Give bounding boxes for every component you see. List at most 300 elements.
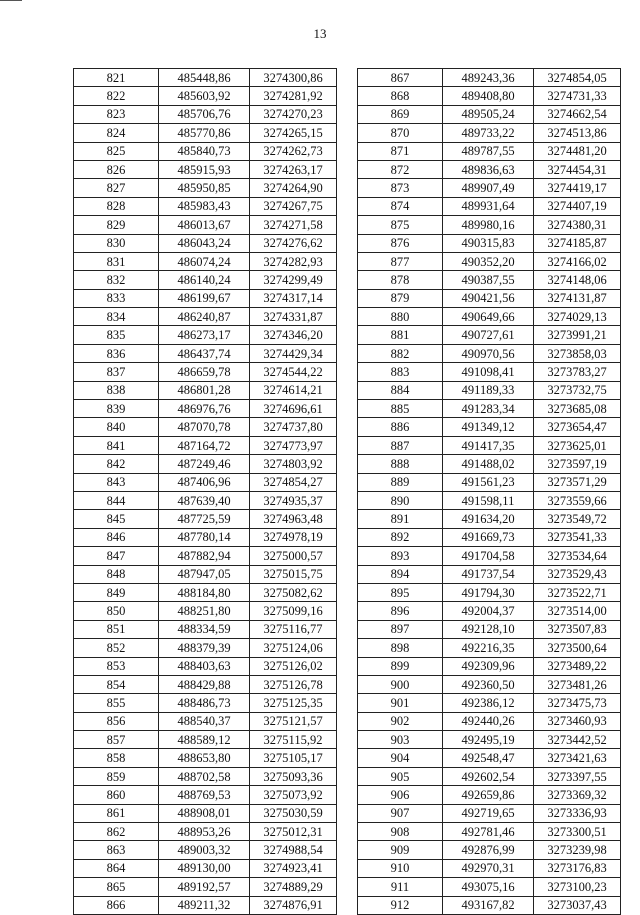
- x-coordinate-cell: 488379,39: [159, 639, 250, 657]
- table-row: [74, 602, 337, 620]
- y-coordinate-cell: 3274380,31: [534, 216, 621, 234]
- point-number-cell: 836: [74, 344, 159, 362]
- x-coordinate-cell: 492781,46: [443, 823, 534, 841]
- table-row: [74, 216, 337, 234]
- point-number-cell: 831: [74, 252, 159, 270]
- table-row: [358, 436, 621, 454]
- point-number-cell: 841: [74, 436, 159, 454]
- table-row: [74, 749, 337, 767]
- table-row: [74, 234, 337, 252]
- x-coordinate-cell: 489003,32: [159, 841, 250, 859]
- x-coordinate-cell: 488953,26: [159, 823, 250, 841]
- point-number-cell: 878: [358, 271, 443, 289]
- table-row: [74, 712, 337, 730]
- table-row: [74, 400, 337, 418]
- y-coordinate-cell: 3273522,71: [534, 583, 621, 601]
- x-coordinate-cell: 492719,65: [443, 804, 534, 822]
- y-coordinate-cell: 3273732,75: [534, 381, 621, 399]
- y-coordinate-cell: 3273783,27: [534, 363, 621, 381]
- x-coordinate-cell: 490727,61: [443, 326, 534, 344]
- table-row: [358, 142, 621, 160]
- y-coordinate-cell: 3274263,17: [250, 160, 337, 178]
- point-number-cell: 908: [358, 823, 443, 841]
- x-coordinate-cell: 489243,36: [443, 69, 534, 87]
- x-coordinate-cell: 488486,73: [159, 694, 250, 712]
- y-coordinate-cell: 3274317,14: [250, 289, 337, 307]
- point-number-cell: 876: [358, 234, 443, 252]
- y-coordinate-cell: 3275082,62: [250, 583, 337, 601]
- x-coordinate-cell: 489836,63: [443, 160, 534, 178]
- table-row: [358, 216, 621, 234]
- table-row: [358, 528, 621, 546]
- table-row: [358, 823, 621, 841]
- point-number-cell: 840: [74, 418, 159, 436]
- y-coordinate-cell: 3273397,55: [534, 767, 621, 785]
- x-coordinate-cell: 491669,73: [443, 528, 534, 546]
- x-coordinate-cell: 487780,14: [159, 528, 250, 546]
- y-coordinate-cell: 3274271,58: [250, 216, 337, 234]
- x-coordinate-cell: 493167,82: [443, 896, 534, 914]
- y-coordinate-cell: 3275116,77: [250, 620, 337, 638]
- x-coordinate-cell: 487725,59: [159, 510, 250, 528]
- x-coordinate-cell: 490315,83: [443, 234, 534, 252]
- table-row: [358, 400, 621, 418]
- point-number-cell: 902: [358, 712, 443, 730]
- x-coordinate-cell: 489211,32: [159, 896, 250, 914]
- x-coordinate-cell: 487406,96: [159, 473, 250, 491]
- x-coordinate-cell: 491737,54: [443, 565, 534, 583]
- y-coordinate-cell: 3273654,47: [534, 418, 621, 436]
- y-coordinate-cell: 3274889,29: [250, 878, 337, 896]
- y-coordinate-cell: 3273858,03: [534, 344, 621, 362]
- table-row: [74, 124, 337, 142]
- table-row: [74, 547, 337, 565]
- x-coordinate-cell: 489408,80: [443, 87, 534, 105]
- y-coordinate-cell: 3273685,08: [534, 400, 621, 418]
- table-row: [74, 565, 337, 583]
- point-number-cell: 866: [74, 896, 159, 914]
- y-coordinate-cell: 3274978,19: [250, 528, 337, 546]
- y-coordinate-cell: 3274265,15: [250, 124, 337, 142]
- point-number-cell: 885: [358, 400, 443, 418]
- x-coordinate-cell: 489931,64: [443, 197, 534, 215]
- x-coordinate-cell: 487947,05: [159, 565, 250, 583]
- point-number-cell: 882: [358, 344, 443, 362]
- point-number-cell: 901: [358, 694, 443, 712]
- table-row: [358, 197, 621, 215]
- y-coordinate-cell: 3273037,43: [534, 896, 621, 914]
- point-number-cell: 839: [74, 400, 159, 418]
- y-coordinate-cell: 3275105,17: [250, 749, 337, 767]
- y-coordinate-cell: 3274854,27: [250, 473, 337, 491]
- y-coordinate-cell: 3275115,92: [250, 731, 337, 749]
- point-number-cell: 894: [358, 565, 443, 583]
- y-coordinate-cell: 3274614,21: [250, 381, 337, 399]
- point-number-cell: 833: [74, 289, 159, 307]
- table-row: [358, 69, 621, 87]
- point-number-cell: 829: [74, 216, 159, 234]
- table-row: [358, 160, 621, 178]
- x-coordinate-cell: 490970,56: [443, 344, 534, 362]
- table-row: [74, 179, 337, 197]
- y-coordinate-cell: 3273176,83: [534, 859, 621, 877]
- table-row: [358, 381, 621, 399]
- x-coordinate-cell: 490649,66: [443, 308, 534, 326]
- point-number-cell: 895: [358, 583, 443, 601]
- table-row: [74, 657, 337, 675]
- y-coordinate-cell: 3274131,87: [534, 289, 621, 307]
- y-coordinate-cell: 3275126,78: [250, 675, 337, 693]
- x-coordinate-cell: 488769,53: [159, 786, 250, 804]
- x-coordinate-cell: 492602,54: [443, 767, 534, 785]
- y-coordinate-cell: 3274282,93: [250, 252, 337, 270]
- table-row: [358, 491, 621, 509]
- y-coordinate-cell: 3274276,62: [250, 234, 337, 252]
- x-coordinate-cell: 489505,24: [443, 105, 534, 123]
- y-coordinate-cell: 3275000,57: [250, 547, 337, 565]
- point-number-cell: 855: [74, 694, 159, 712]
- point-number-cell: 871: [358, 142, 443, 160]
- point-number-cell: 863: [74, 841, 159, 859]
- point-number-cell: 828: [74, 197, 159, 215]
- table-row: [74, 436, 337, 454]
- point-number-cell: 891: [358, 510, 443, 528]
- y-coordinate-cell: 3274299,49: [250, 271, 337, 289]
- point-number-cell: 869: [358, 105, 443, 123]
- x-coordinate-cell: 492548,47: [443, 749, 534, 767]
- table-row: [358, 271, 621, 289]
- point-number-cell: 867: [358, 69, 443, 87]
- table-row: [74, 326, 337, 344]
- point-number-cell: 884: [358, 381, 443, 399]
- y-coordinate-cell: 3274876,91: [250, 896, 337, 914]
- y-coordinate-cell: 3273507,83: [534, 620, 621, 638]
- x-coordinate-cell: 488908,01: [159, 804, 250, 822]
- table-row: [358, 179, 621, 197]
- y-coordinate-cell: 3275093,36: [250, 767, 337, 785]
- point-number-cell: 859: [74, 767, 159, 785]
- y-coordinate-cell: 3274544,22: [250, 363, 337, 381]
- table-row: [74, 841, 337, 859]
- y-coordinate-cell: 3273100,23: [534, 878, 621, 896]
- y-coordinate-cell: 3274419,17: [534, 179, 621, 197]
- table-row: [358, 344, 621, 362]
- x-coordinate-cell: 486659,78: [159, 363, 250, 381]
- y-coordinate-cell: 3274773,97: [250, 436, 337, 454]
- point-number-cell: 868: [358, 87, 443, 105]
- point-number-cell: 838: [74, 381, 159, 399]
- table-row: [74, 308, 337, 326]
- x-coordinate-cell: 491488,02: [443, 455, 534, 473]
- point-number-cell: 912: [358, 896, 443, 914]
- table-row: [74, 473, 337, 491]
- x-coordinate-cell: 487070,78: [159, 418, 250, 436]
- x-coordinate-cell: 488251,80: [159, 602, 250, 620]
- y-coordinate-cell: 3273534,64: [534, 547, 621, 565]
- y-coordinate-cell: 3273475,73: [534, 694, 621, 712]
- point-number-cell: 898: [358, 639, 443, 657]
- y-coordinate-cell: 3274185,87: [534, 234, 621, 252]
- table-row: [74, 87, 337, 105]
- x-coordinate-cell: 492004,37: [443, 602, 534, 620]
- x-coordinate-cell: 486437,74: [159, 344, 250, 362]
- table-row: [74, 767, 337, 785]
- table-row: [358, 455, 621, 473]
- point-number-cell: 827: [74, 179, 159, 197]
- y-coordinate-cell: 3274923,41: [250, 859, 337, 877]
- x-coordinate-cell: 491598,11: [443, 491, 534, 509]
- y-coordinate-cell: 3274513,86: [534, 124, 621, 142]
- table-row: [358, 87, 621, 105]
- table-row: [358, 694, 621, 712]
- x-coordinate-cell: 486074,24: [159, 252, 250, 270]
- x-coordinate-cell: 491794,30: [443, 583, 534, 601]
- table-row: [358, 878, 621, 896]
- table-row: [74, 878, 337, 896]
- point-number-cell: 854: [74, 675, 159, 693]
- y-coordinate-cell: 3275126,02: [250, 657, 337, 675]
- table-row: [74, 381, 337, 399]
- x-coordinate-cell: 492216,35: [443, 639, 534, 657]
- y-coordinate-cell: 3274281,92: [250, 87, 337, 105]
- point-number-cell: 870: [358, 124, 443, 142]
- point-number-cell: 872: [358, 160, 443, 178]
- table-row: [358, 896, 621, 914]
- point-number-cell: 881: [358, 326, 443, 344]
- x-coordinate-cell: 491561,23: [443, 473, 534, 491]
- x-coordinate-cell: 491349,12: [443, 418, 534, 436]
- table-row: [358, 363, 621, 381]
- y-coordinate-cell: 3274148,06: [534, 271, 621, 289]
- y-coordinate-cell: 3274346,20: [250, 326, 337, 344]
- point-number-cell: 883: [358, 363, 443, 381]
- point-number-cell: 906: [358, 786, 443, 804]
- point-number-cell: 843: [74, 473, 159, 491]
- y-coordinate-cell: 3273500,64: [534, 639, 621, 657]
- y-coordinate-cell: 3274731,33: [534, 87, 621, 105]
- table-row: [74, 289, 337, 307]
- table-row: [74, 823, 337, 841]
- y-coordinate-cell: 3274270,23: [250, 105, 337, 123]
- x-coordinate-cell: 488653,80: [159, 749, 250, 767]
- x-coordinate-cell: 491098,41: [443, 363, 534, 381]
- y-coordinate-cell: 3273559,66: [534, 491, 621, 509]
- x-coordinate-cell: 491417,35: [443, 436, 534, 454]
- x-coordinate-cell: 486013,67: [159, 216, 250, 234]
- x-coordinate-cell: 488184,80: [159, 583, 250, 601]
- y-coordinate-cell: 3273336,93: [534, 804, 621, 822]
- point-number-cell: 856: [74, 712, 159, 730]
- y-coordinate-cell: 3275030,59: [250, 804, 337, 822]
- y-coordinate-cell: 3273549,72: [534, 510, 621, 528]
- table-row: [358, 639, 621, 657]
- table-row: [74, 675, 337, 693]
- point-number-cell: 834: [74, 308, 159, 326]
- coordinates-table-right: [357, 68, 621, 915]
- y-coordinate-cell: 3273481,26: [534, 675, 621, 693]
- point-number-cell: 865: [74, 878, 159, 896]
- point-number-cell: 911: [358, 878, 443, 896]
- y-coordinate-cell: 3274737,80: [250, 418, 337, 436]
- x-coordinate-cell: 488403,63: [159, 657, 250, 675]
- table-row: [358, 749, 621, 767]
- x-coordinate-cell: 490421,56: [443, 289, 534, 307]
- y-coordinate-cell: 3273489,22: [534, 657, 621, 675]
- point-number-cell: 832: [74, 271, 159, 289]
- x-coordinate-cell: 485915,93: [159, 160, 250, 178]
- table-row: [358, 602, 621, 620]
- x-coordinate-cell: 487882,94: [159, 547, 250, 565]
- table-row: [74, 510, 337, 528]
- x-coordinate-cell: 487639,40: [159, 491, 250, 509]
- point-number-cell: 890: [358, 491, 443, 509]
- point-number-cell: 847: [74, 547, 159, 565]
- table-row: [74, 528, 337, 546]
- y-coordinate-cell: 3274429,34: [250, 344, 337, 362]
- y-coordinate-cell: 3273239,98: [534, 841, 621, 859]
- table-row: [74, 142, 337, 160]
- point-number-cell: 874: [358, 197, 443, 215]
- y-coordinate-cell: 3273991,21: [534, 326, 621, 344]
- point-number-cell: 896: [358, 602, 443, 620]
- table-row: [358, 786, 621, 804]
- point-number-cell: 880: [358, 308, 443, 326]
- table-row: [358, 804, 621, 822]
- y-coordinate-cell: 3273300,51: [534, 823, 621, 841]
- x-coordinate-cell: 489130,00: [159, 859, 250, 877]
- x-coordinate-cell: 489980,16: [443, 216, 534, 234]
- y-coordinate-cell: 3273529,43: [534, 565, 621, 583]
- point-number-cell: 821: [74, 69, 159, 87]
- x-coordinate-cell: 492309,96: [443, 657, 534, 675]
- table-row: [74, 271, 337, 289]
- x-coordinate-cell: 492495,19: [443, 731, 534, 749]
- x-coordinate-cell: 485950,85: [159, 179, 250, 197]
- point-number-cell: 892: [358, 528, 443, 546]
- y-coordinate-cell: 3274481,20: [534, 142, 621, 160]
- table-row: [74, 639, 337, 657]
- point-number-cell: 823: [74, 105, 159, 123]
- x-coordinate-cell: 486043,24: [159, 234, 250, 252]
- x-coordinate-cell: 486801,28: [159, 381, 250, 399]
- y-coordinate-cell: 3275121,57: [250, 712, 337, 730]
- y-coordinate-cell: 3274963,48: [250, 510, 337, 528]
- x-coordinate-cell: 492876,99: [443, 841, 534, 859]
- point-number-cell: 873: [358, 179, 443, 197]
- point-number-cell: 879: [358, 289, 443, 307]
- x-coordinate-cell: 492360,50: [443, 675, 534, 693]
- coordinates-table-left: [73, 68, 337, 915]
- point-number-cell: 842: [74, 455, 159, 473]
- point-number-cell: 861: [74, 804, 159, 822]
- x-coordinate-cell: 490387,55: [443, 271, 534, 289]
- y-coordinate-cell: 3273421,63: [534, 749, 621, 767]
- y-coordinate-cell: 3273369,32: [534, 786, 621, 804]
- table-row: [74, 197, 337, 215]
- y-coordinate-cell: 3274803,92: [250, 455, 337, 473]
- table-row: [74, 69, 337, 87]
- y-coordinate-cell: 3273571,29: [534, 473, 621, 491]
- point-number-cell: 837: [74, 363, 159, 381]
- y-coordinate-cell: 3274331,87: [250, 308, 337, 326]
- y-coordinate-cell: 3273597,19: [534, 455, 621, 473]
- x-coordinate-cell: 491189,33: [443, 381, 534, 399]
- x-coordinate-cell: 490352,20: [443, 252, 534, 270]
- y-coordinate-cell: 3275073,92: [250, 786, 337, 804]
- table-row: [74, 160, 337, 178]
- y-coordinate-cell: 3274264,90: [250, 179, 337, 197]
- table-row: [358, 418, 621, 436]
- point-number-cell: 851: [74, 620, 159, 638]
- table-row: [74, 859, 337, 877]
- y-coordinate-cell: 3274696,61: [250, 400, 337, 418]
- table-row: [358, 308, 621, 326]
- table-row: [358, 583, 621, 601]
- table-row: [358, 289, 621, 307]
- table-row: [358, 712, 621, 730]
- table-row: [74, 896, 337, 914]
- table-row: [74, 731, 337, 749]
- point-number-cell: 904: [358, 749, 443, 767]
- x-coordinate-cell: 485770,86: [159, 124, 250, 142]
- point-number-cell: 850: [74, 602, 159, 620]
- point-number-cell: 907: [358, 804, 443, 822]
- top-rule: [0, 0, 22, 1]
- point-number-cell: 910: [358, 859, 443, 877]
- x-coordinate-cell: 485448,86: [159, 69, 250, 87]
- x-coordinate-cell: 492128,10: [443, 620, 534, 638]
- point-number-cell: 888: [358, 455, 443, 473]
- table-row: [74, 491, 337, 509]
- table-row: [358, 767, 621, 785]
- y-coordinate-cell: 3274166,02: [534, 252, 621, 270]
- table-row: [74, 344, 337, 362]
- point-number-cell: 900: [358, 675, 443, 693]
- point-number-cell: 897: [358, 620, 443, 638]
- x-coordinate-cell: 487249,46: [159, 455, 250, 473]
- x-coordinate-cell: 492386,12: [443, 694, 534, 712]
- table-row: [74, 363, 337, 381]
- x-coordinate-cell: 489907,49: [443, 179, 534, 197]
- point-number-cell: 903: [358, 731, 443, 749]
- point-number-cell: 909: [358, 841, 443, 859]
- table-row: [358, 731, 621, 749]
- x-coordinate-cell: 488334,59: [159, 620, 250, 638]
- table-row: [74, 620, 337, 638]
- point-number-cell: 864: [74, 859, 159, 877]
- table-row: [358, 620, 621, 638]
- x-coordinate-cell: 487164,72: [159, 436, 250, 454]
- table-row: [74, 455, 337, 473]
- table-row: [74, 583, 337, 601]
- y-coordinate-cell: 3274029,13: [534, 308, 621, 326]
- point-number-cell: 889: [358, 473, 443, 491]
- table-row: [74, 252, 337, 270]
- table-row: [74, 786, 337, 804]
- x-coordinate-cell: 488540,37: [159, 712, 250, 730]
- y-coordinate-cell: 3275125,35: [250, 694, 337, 712]
- y-coordinate-cell: 3274300,86: [250, 69, 337, 87]
- table-row: [74, 418, 337, 436]
- y-coordinate-cell: 3273541,33: [534, 528, 621, 546]
- point-number-cell: 835: [74, 326, 159, 344]
- y-coordinate-cell: 3273514,00: [534, 602, 621, 620]
- y-coordinate-cell: 3274935,37: [250, 491, 337, 509]
- table-row: [358, 252, 621, 270]
- x-coordinate-cell: 486240,87: [159, 308, 250, 326]
- x-coordinate-cell: 491283,34: [443, 400, 534, 418]
- point-number-cell: 893: [358, 547, 443, 565]
